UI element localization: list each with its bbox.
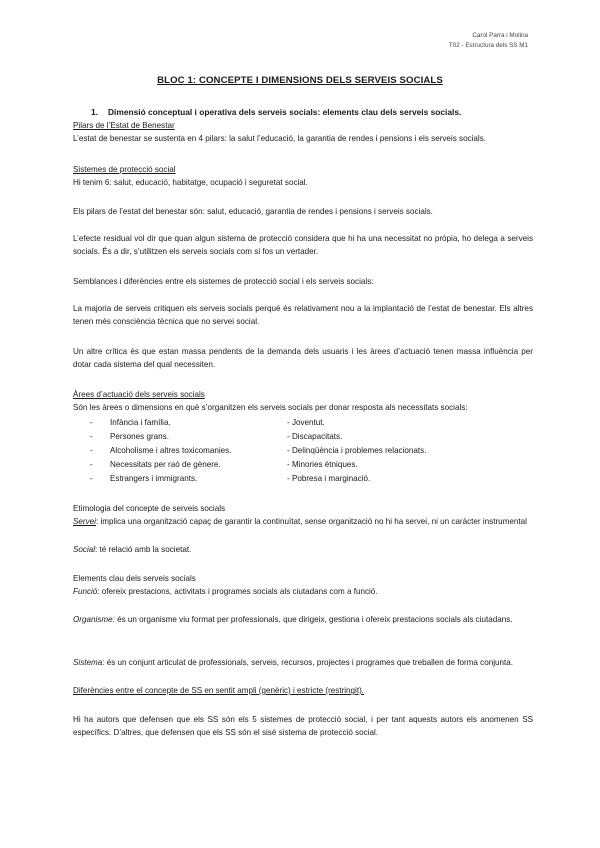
diferencies-text: Hi ha autors que defensen que els SS són els 5 sistemes de protecció social, i per tant aquests autors els anomenen SS específics. D’altres, que defensen que els SS són el sisè sistema de protecció social. <box>73 715 533 737</box>
elements-funcio <box>73 585 378 598</box>
sistemes-text: Hi tenim 6: salut, educació, habitatge, ocupació i seguretat social. <box>73 178 308 187</box>
paragraph-semblances: Semblances i diferències entre els sistemes de protecció social i els serveis socials: <box>73 277 374 286</box>
header-course: T02 - Estructura dels SS M1 <box>448 42 528 49</box>
etimologia-heading: Etimologia del concepte de serveis socials <box>73 504 226 513</box>
list-item: Alcoholisme i altres toxicomanies. <box>110 446 232 455</box>
list-item: Necessitats per raó de gènere. <box>110 460 221 469</box>
list-item: Estrangers i immigrants. <box>110 474 198 483</box>
diferencies-heading: Diferències entre el concepte de SS en sentit ampli (genèric) i estricte (restringit). <box>73 686 365 695</box>
social-label: Social <box>73 545 96 554</box>
list-dash: - <box>90 460 93 469</box>
sistema-label: Sistema: <box>73 658 105 667</box>
list-item: - Discapacitats. <box>287 432 343 441</box>
list-item: - Delinqüència i problemes relacionats. <box>287 446 427 455</box>
organisme-label: Organisme: <box>73 615 115 624</box>
list-item: - Joventut. <box>287 418 325 427</box>
paragraph-majoria: La majoria de serveis critiquen els serveis socials perquè és relativament nou a la implantació de l’estat de benestar. Els altres tenen més consciència tècnica que no servei social. <box>73 304 533 326</box>
servei-label: Servei <box>73 517 96 526</box>
list-dash: - <box>90 418 93 427</box>
paragraph-critica: Un altre crítica és que estan massa pendents de la demanda dels usuaris i les àrees d’actuació tenen massa influència per dotar cada sistema del qual necessiten. <box>73 347 533 369</box>
servei-text: : implica una organització capaç de garantir la continuïtat, sense organització no hi ha servei, ni un caràcter instrumental <box>95 517 527 526</box>
elements-organisme <box>73 613 533 626</box>
list-item: - Pobresa i marginació. <box>287 474 371 483</box>
list-dash: - <box>90 446 93 455</box>
paragraph-efecte-residual: L’efecte residual vol dir que quan algun sistema de protecció considera que hi ha una necessitat no pròpia, ho delega a serveis socials. És a dir, s’utilitzen els serveis socials com si fos un vertader. <box>73 234 533 256</box>
social-text: : té relació amb la societat. <box>95 545 192 554</box>
arees-intro: Són les àrees o dimensions en què s’organitzen els serveis socials per donar resposta als necessitats socials: <box>73 403 468 412</box>
page-title: BLOC 1: CONCEPTE I DIMENSIONS DELS SERVEIS SOCIALS <box>157 75 443 86</box>
sistemes-heading: Sistemes de protecció social <box>73 165 176 174</box>
list-dash: - <box>90 432 93 441</box>
etimologia-social <box>73 543 191 556</box>
heading-number: 1. <box>91 107 98 117</box>
funcio-label: Funció: <box>73 587 100 596</box>
arees-heading: Àrees d’actuació dels serveis socials <box>73 390 205 399</box>
list-item: - Minories ètniques. <box>287 460 358 469</box>
sistema-text: és un conjunt articulat de professionals, serveis, recursos, projectes i programes que treballen de forma conjunta. <box>104 658 513 667</box>
organisme-text: és un organisme viu format per professionals, que dirigeix, gestiona i ofereix prestacions socials als ciutadans. <box>114 615 513 624</box>
paragraph-pilars: Els pilars de l’estat del benestar són: salut, educació, garantia de rendes i pensions i serveis socials. <box>73 207 433 216</box>
list-item: Persones grans. <box>110 432 169 441</box>
pilars-heading: Pilars de l’Estat de Benestar <box>73 121 175 130</box>
list-dash: - <box>90 474 93 483</box>
heading-text: Dimensió conceptual i operativa dels serveis socials: elements clau dels serveis socials. <box>108 107 462 117</box>
etimologia-servei <box>73 515 533 528</box>
pilars-text: L’estat de benestar se sustenta en 4 pilars: la salut l’educació, la garantia de rendes i pensions i els serveis socials. <box>73 134 487 143</box>
funcio-text: ofereix prestacions, activitats i programes socials als ciutadans com a funció. <box>99 587 378 596</box>
elements-sistema <box>73 656 533 669</box>
header-author: Carol Parra i Molina <box>472 32 528 39</box>
numbered-heading <box>91 107 461 117</box>
elements-heading: Elements clau dels serveis socials <box>73 574 196 583</box>
list-item: Infància i família. <box>110 418 171 427</box>
